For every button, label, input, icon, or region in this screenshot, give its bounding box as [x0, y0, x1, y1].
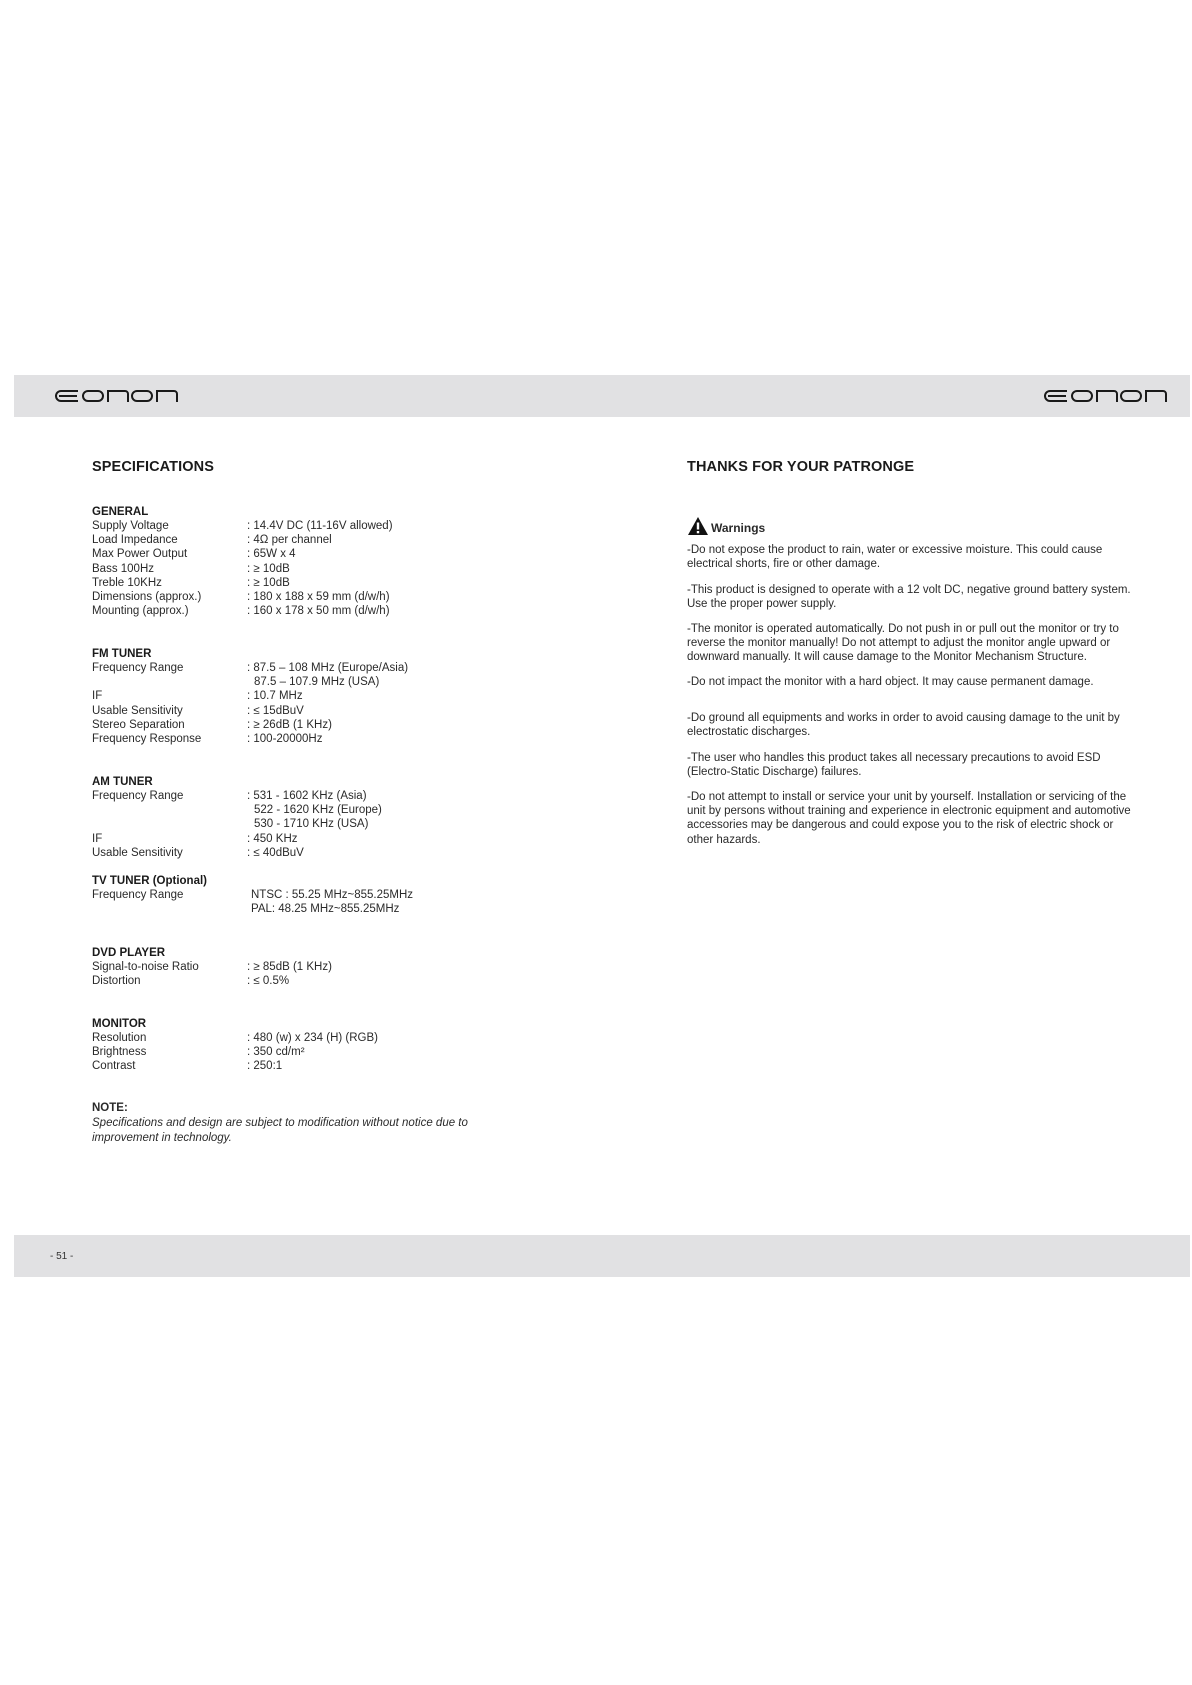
spec-label: Brightness — [92, 1046, 147, 1059]
spec-fm-tuner — [92, 647, 522, 746]
spec-row — [92, 832, 522, 846]
spec-row — [92, 547, 522, 561]
section-title: TV TUNER (Optional) — [92, 875, 207, 887]
spec-value: : 4Ω per channel — [247, 534, 332, 547]
warnings-label: Warnings — [711, 521, 766, 535]
spec-value: PAL: 48.25 MHz~855.25MHz — [251, 903, 400, 916]
spec-label: Frequency Range — [92, 790, 184, 802]
spec-row — [92, 960, 522, 974]
page-number: - 51 - — [50, 1251, 74, 1262]
eonon-logo-mark — [1044, 389, 1168, 403]
footer-band — [14, 1235, 1190, 1277]
note-block — [92, 1101, 512, 1146]
spec-value: : ≥ 85dB (1 KHz) — [247, 961, 332, 973]
spec-label: Mounting (approx.) — [92, 605, 189, 618]
warning-item: -Do ground all equipments and works in order to avoid causing damage to the unit by electrostatic discharges. — [687, 712, 1120, 739]
specifications-title: SPECIFICATIONS — [92, 459, 214, 475]
warnings-heading — [687, 516, 765, 536]
spec-value: : 160 x 178 x 50 mm (d/w/h) — [247, 605, 390, 618]
section-title: GENERAL — [92, 506, 149, 518]
spec-row — [92, 1059, 522, 1073]
spec-row — [92, 576, 522, 590]
spec-label: Stereo Separation — [92, 718, 185, 731]
spec-row — [92, 732, 522, 746]
spec-label: Max Power Output — [92, 548, 188, 561]
spec-value: : ≥ 26dB (1 KHz) — [247, 718, 332, 731]
spec-row — [92, 1045, 522, 1059]
spec-value: : 531 - 1602 KHz (Asia) — [247, 790, 367, 802]
spec-label — [92, 902, 247, 916]
warning-item: -The monitor is operated automatically. Do not push in or pull out the monitor or try to reverse the monitor manually! Do not attempt to adjust the monitor angle upward or downward manually. It will cause damage to the Monitor Mechanism Structure. — [687, 623, 1119, 664]
section-title: FM TUNER — [92, 648, 152, 660]
spec-label — [92, 803, 247, 817]
spec-value: : 87.5 – 108 MHz (Europe/Asia) — [247, 662, 409, 674]
spec-row — [92, 661, 522, 675]
spec-value: : 10.7 MHz — [247, 690, 303, 703]
spec-row — [92, 803, 522, 817]
eonon-logo-mark — [55, 389, 179, 403]
warning-item: -Do not impact the monitor with a hard object. It may cause permanent damage. — [687, 676, 1094, 688]
spec-value: : 450 KHz — [247, 832, 298, 845]
spec-label: Resolution — [92, 1032, 147, 1044]
spec-value: : 250:1 — [247, 1060, 283, 1073]
spec-row — [92, 704, 522, 718]
spec-monitor — [92, 1017, 522, 1074]
spec-value: : ≤ 40dBuV — [247, 846, 304, 859]
brand-logo-right — [1044, 389, 1168, 403]
spec-value: : 480 (w) x 234 (H) (RGB) — [247, 1032, 378, 1044]
spec-label: IF — [92, 832, 103, 845]
spec-am-tuner — [92, 775, 522, 860]
spec-row — [92, 789, 522, 803]
spec-row — [92, 689, 522, 703]
spec-row — [92, 846, 522, 860]
spec-row — [92, 902, 522, 916]
thanks-title: THANKS FOR YOUR PATRONGE — [687, 459, 915, 475]
warning-item: -The user who handles this product takes all necessary precautions to avoid ESD (Electro-Static Discharge) failures. — [687, 752, 1101, 779]
spec-row — [92, 888, 522, 902]
spec-label: IF — [92, 690, 103, 703]
warning-icon — [687, 516, 709, 536]
header-band — [14, 375, 1190, 417]
spec-row — [92, 604, 522, 618]
spec-label: Treble 10KHz — [92, 576, 162, 589]
spec-label: Usable Sensitivity — [92, 846, 183, 859]
spec-value: : ≥ 10dB — [247, 576, 290, 589]
spec-label: Frequency Range — [92, 889, 184, 901]
note-title: NOTE: — [92, 1102, 128, 1114]
spec-label: Bass 100Hz — [92, 562, 155, 575]
spec-row — [92, 817, 522, 831]
spec-row — [92, 718, 522, 732]
note-body: Specifications and design are subject to modification without notice due to improvement in technology. — [92, 1117, 468, 1144]
spec-row — [92, 590, 522, 604]
spec-tv-tuner — [92, 874, 522, 916]
spec-value: 87.5 – 107.9 MHz (USA) — [254, 676, 380, 689]
spec-value: : 180 x 188 x 59 mm (d/w/h) — [247, 591, 390, 604]
warning-item: -Do not expose the product to rain, water or excessive moisture. This could cause electrical shorts, fire or other damage. — [687, 544, 1103, 571]
spec-dvd-player — [92, 946, 522, 988]
spec-label: Frequency Range — [92, 662, 184, 674]
spec-value: : ≤ 0.5% — [247, 975, 290, 988]
spec-value: : 14.4V DC (11-16V allowed) — [247, 520, 393, 532]
section-title: DVD PLAYER — [92, 947, 166, 959]
spec-label: Usable Sensitivity — [92, 704, 183, 717]
spec-value: : 350 cd/m² — [247, 1046, 305, 1059]
spec-value: : 100-20000Hz — [247, 733, 323, 746]
spec-label: Contrast — [92, 1060, 136, 1073]
spec-value: : 65W x 4 — [247, 548, 296, 561]
spec-label: Distortion — [92, 975, 141, 988]
spec-value: NTSC : 55.25 MHz~855.25MHz — [251, 889, 414, 901]
spec-value: : ≥ 10dB — [247, 562, 290, 575]
spec-row — [92, 1031, 522, 1045]
spec-label — [92, 817, 247, 831]
brand-logo-left — [55, 389, 179, 403]
spec-label: Supply Voltage — [92, 520, 169, 532]
warning-item: -This product is designed to operate with a 12 volt DC, negative ground battery system. Use the proper power supply. — [687, 584, 1131, 611]
spec-label: Load Impedance — [92, 534, 178, 547]
spec-row — [92, 562, 522, 576]
spec-label — [92, 675, 247, 689]
spec-value: : ≤ 15dBuV — [247, 704, 304, 717]
spec-row — [92, 974, 522, 988]
spec-row — [92, 519, 522, 533]
spec-label: Frequency Response — [92, 733, 202, 746]
section-title: MONITOR — [92, 1018, 147, 1030]
spec-label: Signal-to-noise Ratio — [92, 961, 199, 973]
section-title: AM TUNER — [92, 776, 153, 788]
spec-row — [92, 675, 522, 689]
spec-row — [92, 533, 522, 547]
spec-general — [92, 505, 522, 618]
spec-value: 522 - 1620 KHz (Europe) — [254, 804, 382, 817]
spec-label: Dimensions (approx.) — [92, 591, 202, 604]
spec-value: 530 - 1710 KHz (USA) — [254, 818, 369, 831]
warning-item: -Do not attempt to install or service your unit by yourself. Installation or servicing of the unit by persons without training and experience in electronic equipment and automotive accessories may be dangerous and could expose you to the risk of electric shock or other hazards. — [687, 791, 1131, 846]
